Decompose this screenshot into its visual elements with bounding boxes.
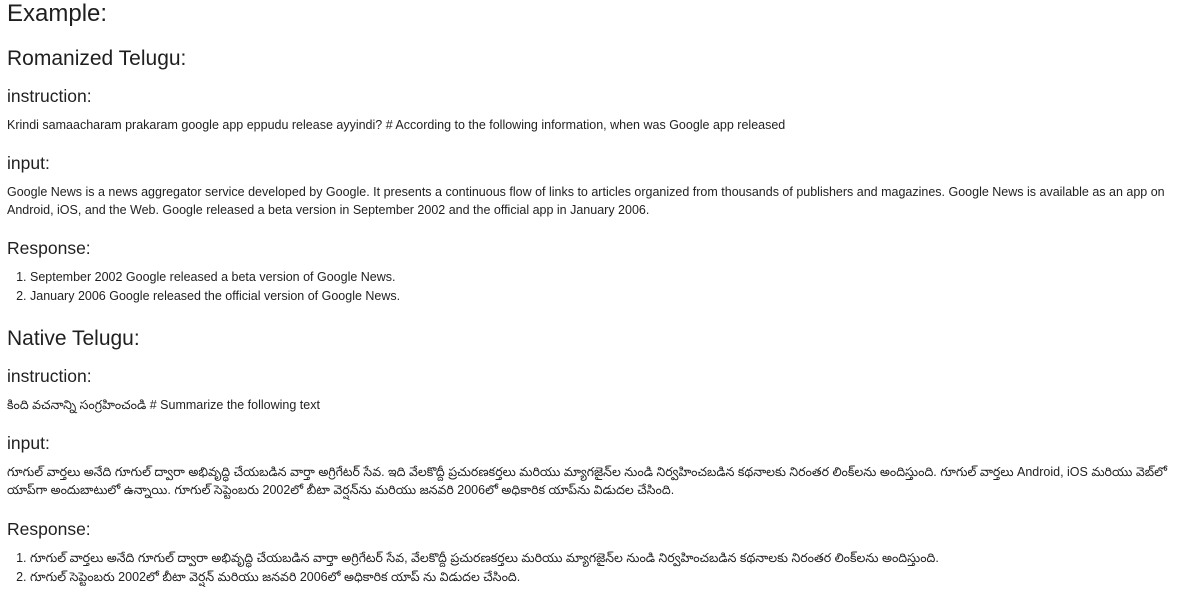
list-item: 1. September 2002 Google released a beta version of Google News. xyxy=(30,268,400,287)
page-title: Example: xyxy=(7,0,108,27)
native-instruction-text: కింది వచనాన్ని సంగ్రహించండి # Summarize the following text xyxy=(7,398,320,412)
native-instruction-heading: instruction: xyxy=(7,366,92,386)
romanized-response-list xyxy=(7,268,400,305)
native-response-heading: Response: xyxy=(7,519,91,539)
romanized-instruction-text: Krindi samaacharam prakaram google app eppudu release ayyindi? # According to the following information, when was Google app released xyxy=(7,118,786,132)
romanized-input-heading: input: xyxy=(7,153,50,173)
native-input-heading: input: xyxy=(7,433,50,453)
native-input-text: గూగుల్ వార్తలు అనేది గూగుల్ ద్వారా అభివృద్ధి చేయబడిన వార్తా అగ్రిగేటర్ సేవ. ఇది వేలకొద్దీ ప్రచురణకర్తలు మరియు మ్యాగజైన్‌ల నుండి నిర్వహించబడిన కథనాలకు నిరంతర లింక్‌లను అందిస్తుంది. గూగుల్ వార్తలు Android, iOS మరియు వెబ్‌లో యాప్‌గా అందుబాటులో ఉన్నాయి. గూగుల్ సెప్టెంబరు 2002లో బీటా వెర్షన్‌ను మరియు జనవరి 2006లో అధికారిక యాప్‌ను విడుదల చేసింది. xyxy=(7,465,1167,497)
native-response-list xyxy=(7,549,939,586)
list-item: 2. గూగుల్ సెప్టెంబరు 2002లో బీటా వెర్షన్ మరియు జనవరి 2006లో అధికారిక యాప్ ను విడుదల చేసింది. xyxy=(30,568,939,587)
list-item: 1. గూగుల్ వార్తలు అనేది గూగుల్ ద్వారా అభివృద్ధి చేయబడిన వార్తా అగ్రిగేటర్ సేవ, వేలకొద్దీ ప్రచురణకర్తలు మరియు మ్యాగజైన్‌ల నుండి నిర్వహించబడిన కథనాలకు నిరంతర లింక్‌లను అందిస్తుంది. xyxy=(30,549,939,568)
romanized-input-text: Google News is a news aggregator service developed by Google. It presents a continuous flow of links to articles organized from thousands of publishers and magazines. Google News is available as an app on Android, iOS, and the Web. Google released a beta version in September 2002 and the official app in January 2006. xyxy=(7,185,1165,217)
list-item: 2. January 2006 Google released the official version of Google News. xyxy=(30,287,400,306)
romanized-instruction-heading: instruction: xyxy=(7,86,92,106)
native-heading: Native Telugu: xyxy=(7,327,140,350)
romanized-response-heading: Response: xyxy=(7,238,91,258)
romanized-heading: Romanized Telugu: xyxy=(7,47,187,70)
